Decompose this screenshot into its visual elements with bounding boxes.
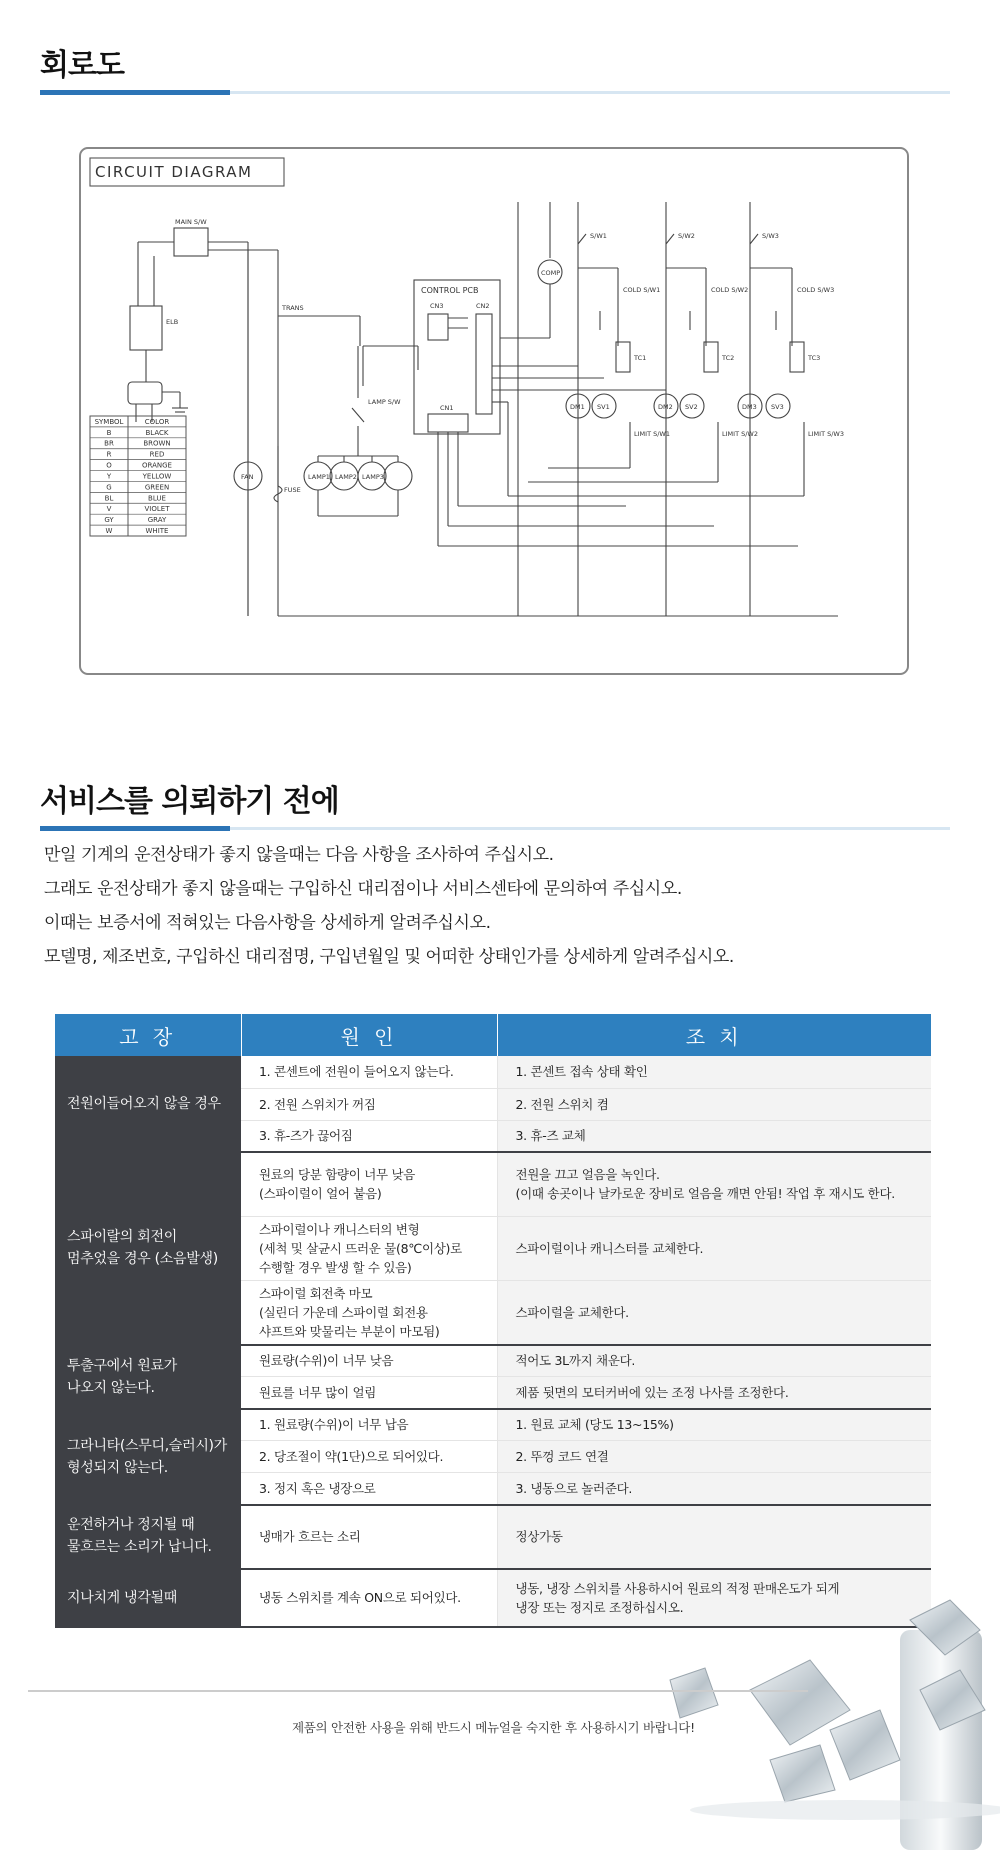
label-cn3: CN3 xyxy=(430,302,444,310)
color-name: VIOLET xyxy=(144,505,170,514)
label-limit-sw3: LIMIT S/W3 xyxy=(808,430,844,438)
label-sw3: S/W3 xyxy=(762,232,779,240)
color-name: GREEN xyxy=(144,483,170,492)
label-lamp3: LAMP3 xyxy=(362,473,384,481)
circuit-section-title: 회로도 xyxy=(40,48,124,83)
action-cell: 1. 원료 교체 (당도 13~15%) xyxy=(497,1409,931,1441)
fault-cell: 투출구에서 원료가 나오지 않는다. xyxy=(55,1345,241,1409)
label-fan: FAN xyxy=(241,473,254,481)
fault-cell: 운전하거나 정지될 때 물흐르는 소리가 납니다. xyxy=(55,1505,241,1569)
cause-cell: 1. 원료량(수위)이 너무 납음 xyxy=(241,1409,497,1441)
color-name: YELLOW xyxy=(142,472,172,481)
cause-cell: 원료량(수위)이 너무 낮음 xyxy=(241,1345,497,1377)
label-sv2: SV2 xyxy=(685,403,698,411)
label-cn1: CN1 xyxy=(440,404,454,412)
color-name: GRAY xyxy=(147,516,167,525)
color-name: BLUE xyxy=(148,494,166,503)
label-cold-sw1: COLD S/W1 xyxy=(623,286,661,294)
label-trans: TRANS xyxy=(282,304,304,312)
label-control-pcb: CONTROL PCB xyxy=(421,286,479,295)
color-symbol: O xyxy=(106,461,112,470)
cause-cell: 스파이럴이나 캐니스터의 변형 (세척 및 살균시 뜨러운 물(8℃이상)로 수행할 경우 발생 할 수 있음) xyxy=(241,1216,497,1280)
circuit-title-underline xyxy=(40,91,950,94)
color-symbol: BL xyxy=(104,494,114,503)
cause-cell: 스파이럴 회전축 마모 (실린더 가운데 스파이럴 회전용 샤프트와 맞물리는 부분이 마모됨) xyxy=(241,1280,497,1345)
label-cold-sw2: COLD S/W2 xyxy=(711,286,749,294)
header-cause: 원 인 xyxy=(241,1014,497,1056)
cause-cell: 2. 당조절이 약(1단)으로 되어있다. xyxy=(241,1441,497,1473)
cause-cell: 2. 전원 스위치가 꺼짐 xyxy=(241,1088,497,1120)
label-sv1: SV1 xyxy=(597,403,610,411)
label-elb: ELB xyxy=(166,318,179,326)
fault-cell: 그라니타(스무디,슬러시)가 형성되지 않는다. xyxy=(55,1409,241,1505)
ice-glass-image xyxy=(600,1540,1000,1864)
label-tc1: TC1 xyxy=(634,354,647,362)
header-fault: 고 장 xyxy=(55,1014,241,1056)
color-symbol: R xyxy=(106,450,112,459)
label-dm3: DM3 xyxy=(742,403,757,411)
label-tc2: TC2 xyxy=(722,354,735,362)
action-cell: 전원을 끄고 얼음을 녹인다. (이때 송곳이나 날카로운 장비로 얼음을 깨면 안됨! 작업 후 재시도 한다. xyxy=(497,1152,931,1216)
troubleshooting-table xyxy=(55,1014,931,1628)
service-title-underline xyxy=(40,827,950,830)
cause-cell: 원료의 당분 함량이 너무 낮음 (스파이럴이 얼어 붙음) xyxy=(241,1152,497,1216)
color-name: BROWN xyxy=(143,439,171,448)
footer-note: 제품의 안전한 사용을 위해 반드시 메뉴얼을 숙지한 후 사용하시기 바랍니다! xyxy=(292,1720,695,1735)
label-dm1: DM1 xyxy=(570,403,585,411)
table-row xyxy=(55,1345,931,1377)
intro-line: 만일 기계의 운전상태가 좋지 않을때는 다음 사항을 조사하여 주십시오. xyxy=(44,845,554,865)
fault-cell: 전원이들어오지 않을 경우 xyxy=(55,1056,241,1152)
color-symbol: GY xyxy=(104,516,114,525)
action-cell: 정상가동 xyxy=(497,1505,931,1569)
diagram-title: CIRCUIT DIAGRAM xyxy=(95,163,253,181)
label-sv3: SV3 xyxy=(771,403,784,411)
label-lamp-sw: LAMP S/W xyxy=(368,398,401,406)
label-limit-sw2: LIMIT S/W2 xyxy=(722,430,758,438)
action-cell: 제품 뒷면의 모터커버에 있는 조정 나사를 조정한다. xyxy=(497,1377,931,1409)
label-limit-sw1: LIMIT S/W1 xyxy=(634,430,670,438)
color-name: RED xyxy=(149,450,165,459)
color-symbol: SYMBOL xyxy=(94,417,124,426)
intro-line: 이때는 보증서에 적혀있는 다음사항을 상세하게 알려주십시오. xyxy=(44,913,491,933)
label-lamp1: LAMP1 xyxy=(308,473,330,481)
action-cell: 적어도 3L까지 채운다. xyxy=(497,1345,931,1377)
intro-line: 모델명, 제조번호, 구입하신 대리점명, 구입년월일 및 어떠한 상태인가를 상세하게 알려주십시오. xyxy=(44,947,734,967)
color-name: COLOR xyxy=(144,417,170,426)
table-header-row xyxy=(55,1014,931,1056)
color-symbol: V xyxy=(106,505,112,514)
color-symbol: W xyxy=(105,527,113,535)
cause-cell: 원료를 너무 많이 얼림 xyxy=(241,1377,497,1409)
cause-cell: 3. 정지 혹은 냉장으로 xyxy=(241,1473,497,1505)
action-cell: 2. 전원 스위치 켬 xyxy=(497,1088,931,1120)
footer-divider xyxy=(28,1690,808,1692)
circuit-diagram xyxy=(78,146,910,676)
fault-cell: 스파이랄의 회전이 멈추었을 경우 (소음발생) xyxy=(55,1152,241,1345)
table-row xyxy=(55,1056,931,1088)
label-lamp2: LAMP2 xyxy=(335,473,357,481)
color-legend-table xyxy=(90,416,186,536)
table-row xyxy=(55,1152,931,1216)
service-section-title: 서비스를 의뢰하기 전에 xyxy=(40,784,339,819)
cause-cell: 1. 콘센트에 전원이 들어오지 않는다. xyxy=(241,1056,497,1088)
cause-cell: 냉매가 흐르는 소리 xyxy=(241,1505,497,1569)
color-symbol: Y xyxy=(106,472,112,481)
action-cell: 1. 콘센트 접속 상태 확인 xyxy=(497,1056,931,1088)
action-cell: 3. 냉동으로 놀러준다. xyxy=(497,1473,931,1505)
color-symbol: B xyxy=(106,428,112,437)
color-symbol: G xyxy=(106,483,112,492)
color-symbol: BR xyxy=(104,439,114,448)
service-intro xyxy=(44,838,944,974)
cause-cell: 냉동 스위치를 계속 ON으로 되어있다. xyxy=(241,1569,497,1627)
table-row xyxy=(55,1409,931,1441)
label-tc3: TC3 xyxy=(808,354,821,362)
intro-line: 그래도 운전상태가 좋지 않을때는 구입하신 대리점이나 서비스센타에 문의하여 주십시오. xyxy=(44,879,682,899)
color-name: ORANGE xyxy=(142,461,172,470)
label-main-sw: MAIN S/W xyxy=(175,218,207,226)
action-cell: 2. 뚜껑 코드 연결 xyxy=(497,1441,931,1473)
label-fuse: FUSE xyxy=(284,486,301,494)
label-comp: COMP xyxy=(541,269,561,277)
action-cell: 스파이럴이나 캐니스터를 교체한다. xyxy=(497,1216,931,1280)
label-cn2: CN2 xyxy=(476,302,490,310)
label-sw2: S/W2 xyxy=(678,232,695,240)
label-dm2: DM2 xyxy=(658,403,673,411)
color-name: BLACK xyxy=(145,428,169,437)
action-cell: 3. 휴-즈 교체 xyxy=(497,1120,931,1152)
cause-cell: 3. 휴-즈가 끊어짐 xyxy=(241,1120,497,1152)
label-sw1: S/W1 xyxy=(590,232,607,240)
color-name: WHITE xyxy=(145,527,169,535)
header-action: 조 치 xyxy=(497,1014,931,1056)
label-cold-sw3: COLD S/W3 xyxy=(797,286,835,294)
fault-cell: 지나치게 냉각될때 xyxy=(55,1569,241,1627)
action-cell: 스파이럴을 교체한다. xyxy=(497,1280,931,1345)
action-cell: 냉동, 냉장 스위치를 사용하시어 원료의 적정 판매온도가 되게 냉장 또는 정지로 조정하십시오. xyxy=(497,1569,931,1627)
